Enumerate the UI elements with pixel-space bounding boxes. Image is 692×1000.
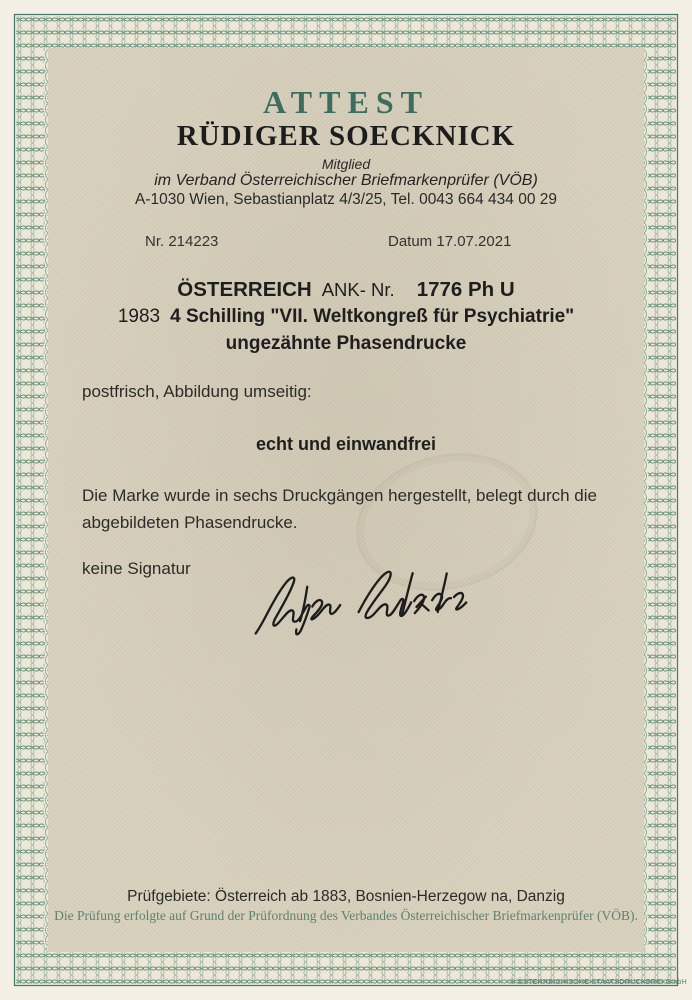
footer-expertise-areas: Prüfgebiete: Österreich ab 1883, Bosnien-Herzegow na, Danzig	[127, 888, 565, 905]
item-year: 1983	[117, 306, 161, 327]
item-description: 4 Schilling "VII. Weltkongreß für Psychiatrie"	[170, 306, 575, 327]
item-description-line	[0, 306, 692, 328]
document-title: ATTEST	[263, 84, 429, 120]
handwritten-signature	[240, 560, 480, 640]
signature-note: keine Signatur	[82, 559, 191, 578]
expert-membership: Mitglied	[321, 156, 371, 172]
finding-paragraph: Die Marke wurde in sechs Druckgängen hergestellt, belegt durch die abgebildeten Phasendrucke.	[82, 486, 597, 532]
printer-credit: © ÖSTERREICHISCHE STAATSDRUCKEREI GmbH	[509, 979, 687, 986]
item-country: ÖSTERREICH	[177, 278, 312, 301]
expert-name: RÜDIGER SOECKNICK	[176, 120, 516, 152]
expert-association: im Verband Österreichischer Briefmarkenprüfer (VÖB)	[154, 172, 538, 189]
certificate-number: Nr. 214223	[145, 233, 219, 250]
verdict: echt und einwandfrei	[255, 434, 437, 454]
certificate-date: Datum 17.07.2021	[388, 233, 512, 250]
expert-address: A-1030 Wien, Sebastianplatz 4/3/25, Tel. 0043 664 434 00 29	[135, 191, 557, 208]
catalog-number: 1776 Ph U	[416, 278, 515, 301]
catalog-label: ANK- Nr.	[321, 279, 395, 300]
footer-legal-note: Die Prüfung erfolgte auf Grund der Prüfordnung des Verbandes Österreichischer Briefmarkenprüfer (VÖB).	[54, 908, 638, 923]
condition-note: postfrisch, Abbildung umseitig:	[82, 382, 312, 401]
item-variant: ungezähnte Phasendrucke	[225, 333, 467, 354]
item-headline	[0, 278, 692, 302]
